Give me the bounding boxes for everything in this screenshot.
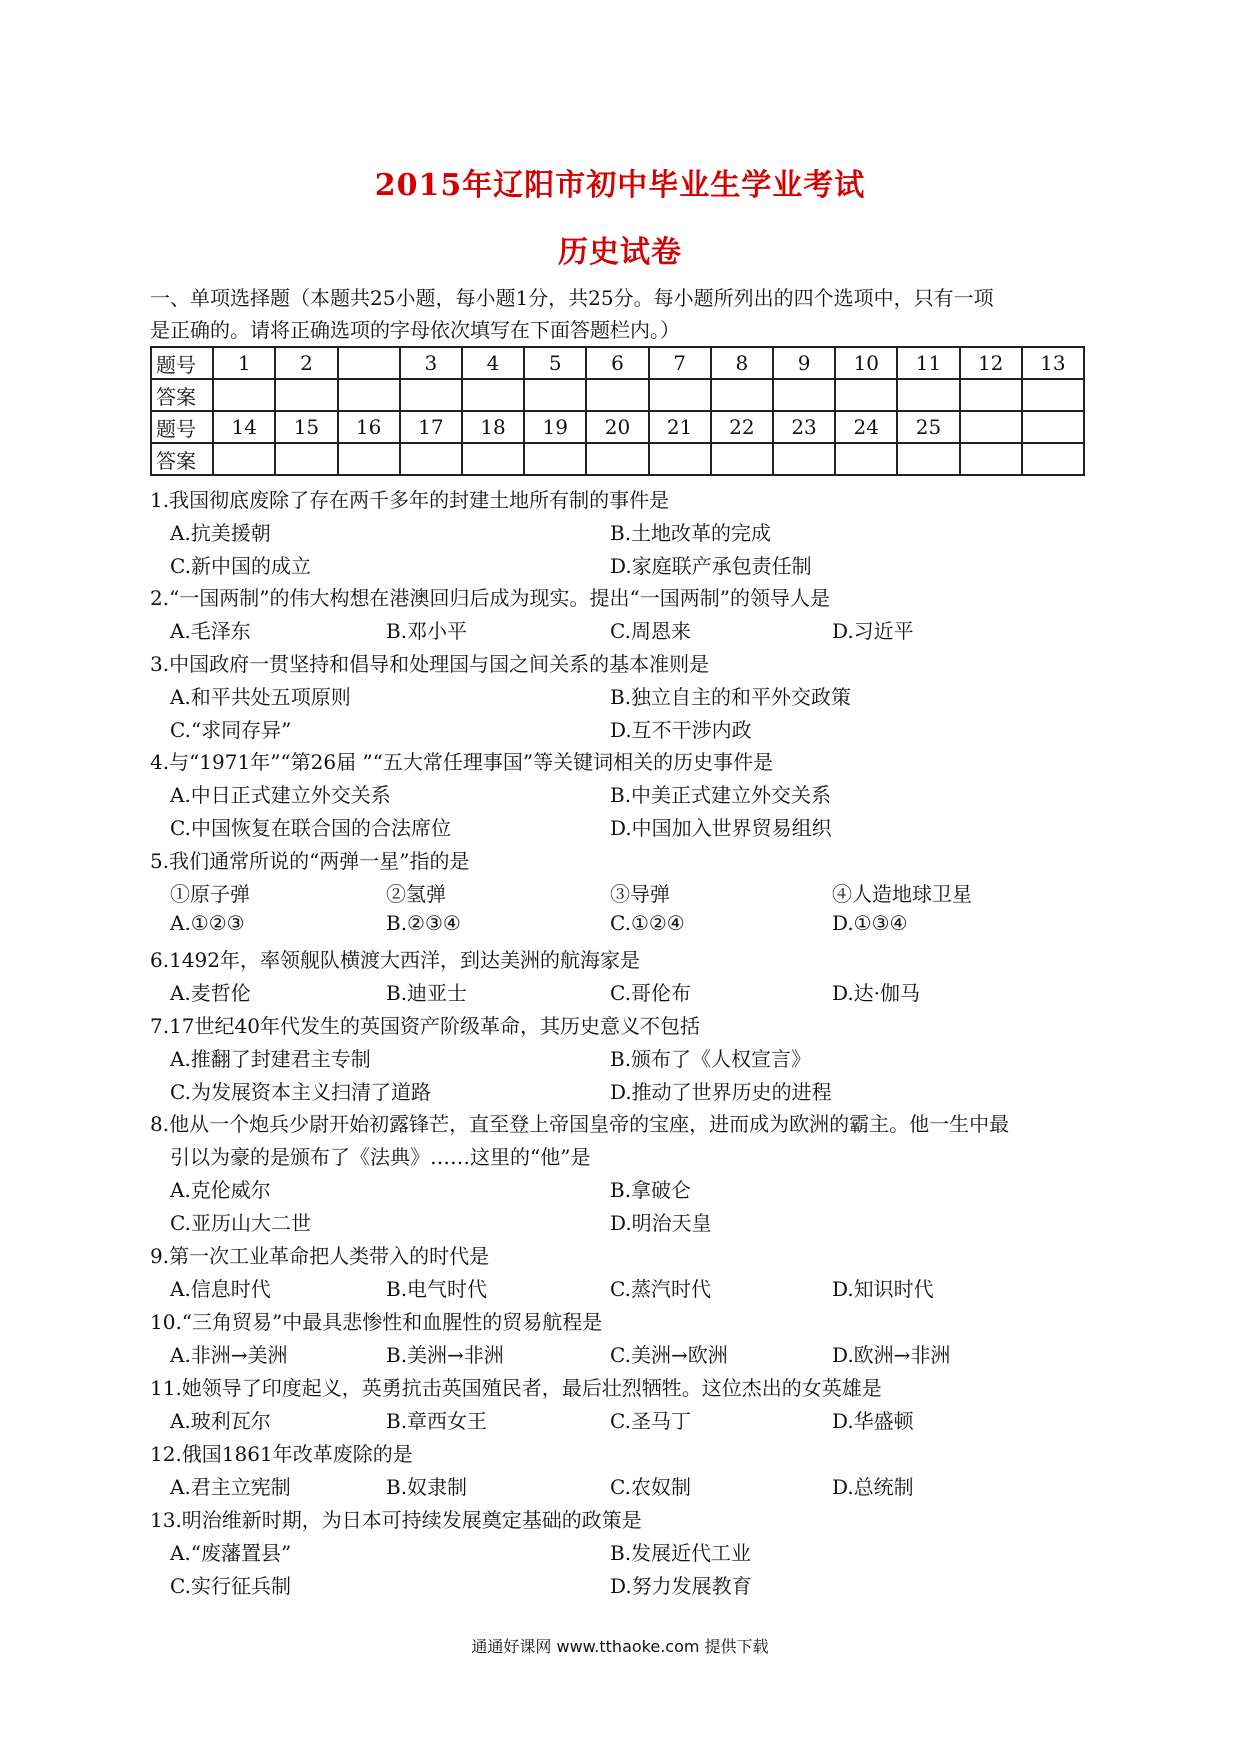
option-d[interactable]: D.知识时代 xyxy=(832,1277,934,1301)
answer-cell[interactable] xyxy=(1022,443,1084,475)
option-a[interactable]: A.麦哲伦 xyxy=(170,981,251,1005)
answer-cell[interactable] xyxy=(960,379,1022,411)
question-stem: 10.“三角贸易”中最具悲惨性和血腥性的贸易航程是 xyxy=(150,1310,603,1334)
answer-cell[interactable] xyxy=(338,443,400,475)
exam-title: 2015年辽阳市初中毕业生学业考试 xyxy=(374,168,866,203)
section-instructions xyxy=(150,282,1100,346)
answer-cell[interactable] xyxy=(462,379,524,411)
question-stem: 9.第一次工业革命把人类带入的时代是 xyxy=(150,1244,490,1268)
option-c[interactable]: C.圣马丁 xyxy=(610,1409,691,1433)
answer-cell[interactable] xyxy=(649,379,711,411)
number-cell: 9 xyxy=(773,347,835,379)
option-b[interactable]: B.奴隶制 xyxy=(386,1475,468,1499)
number-cell: 21 xyxy=(649,411,711,443)
answer-cell[interactable] xyxy=(524,443,586,475)
number-cell: 2 xyxy=(275,347,337,379)
number-cell: 6 xyxy=(586,347,648,379)
page-footer: 通通好课网 www.tthaoke.com 提供下载 xyxy=(471,1637,769,1656)
number-cell: 4 xyxy=(462,347,524,379)
number-cell: 23 xyxy=(773,411,835,443)
option-d[interactable]: D.努力发展教育 xyxy=(610,1574,752,1598)
answer-table xyxy=(150,346,1085,476)
answer-cell[interactable] xyxy=(1022,379,1084,411)
number-cell: 16 xyxy=(338,411,400,443)
number-cell: 11 xyxy=(897,347,959,379)
option-a[interactable]: A.“废藩置县” xyxy=(170,1541,292,1565)
answer-row xyxy=(151,379,1084,411)
option-d[interactable]: D.习近平 xyxy=(832,619,914,643)
instruction-line: 是正确的。请将正确选项的字母依次填写在下面答题栏内。） xyxy=(150,318,680,342)
question-stem: 1.我国彻底废除了存在两千多年的封建土地所有制的事件是 xyxy=(150,488,670,512)
item-3: ③导弹 xyxy=(610,882,670,906)
option-d[interactable]: D.推动了世界历史的进程 xyxy=(610,1080,832,1104)
option-c[interactable]: C.实行征兵制 xyxy=(170,1574,291,1598)
answer-cell[interactable] xyxy=(835,379,897,411)
option-a[interactable]: A.中日正式建立外交关系 xyxy=(170,783,391,807)
answer-cell[interactable] xyxy=(400,443,462,475)
answer-cell[interactable] xyxy=(338,379,400,411)
number-cell: 20 xyxy=(586,411,648,443)
item-1: ①原子弹 xyxy=(170,882,250,906)
number-cell: 13 xyxy=(1022,347,1084,379)
row-label: 题号 xyxy=(151,411,213,443)
option-b[interactable]: B.中美正式建立外交关系 xyxy=(610,783,832,807)
option-b[interactable]: B.颁布了《人权宣言》 xyxy=(610,1047,812,1071)
number-cell: 1 xyxy=(213,347,275,379)
answer-cell[interactable] xyxy=(275,443,337,475)
option-b[interactable]: B.迪亚士 xyxy=(386,981,468,1005)
question-stem: 11.她领导了印度起义，英勇抗击英国殖民者，最后壮烈牺牲。这位杰出的女英雄是 xyxy=(150,1376,882,1400)
number-cell: 22 xyxy=(711,411,773,443)
option-d[interactable]: D.华盛顿 xyxy=(832,1409,914,1433)
answer-cell[interactable] xyxy=(586,443,648,475)
number-cell: 14 xyxy=(213,411,275,443)
option-d[interactable]: D.互不干涉内政 xyxy=(610,718,752,742)
answer-cell[interactable] xyxy=(711,379,773,411)
number-cell: 7 xyxy=(649,347,711,379)
number-cell: 17 xyxy=(400,411,462,443)
instruction-line: 一、单项选择题（本题共25小题，每小题1分，共25分。每小题所列出的四个选项中，只有一项 xyxy=(150,286,994,310)
number-cell: 3 xyxy=(400,347,462,379)
answer-cell[interactable] xyxy=(213,443,275,475)
number-cell xyxy=(338,347,400,379)
number-cell: 10 xyxy=(835,347,897,379)
option-b[interactable]: B.邓小平 xyxy=(386,619,468,643)
number-cell: 24 xyxy=(835,411,897,443)
question-stem: 8.他从一个炮兵少尉开始初露锋芒，直至登上帝国皇帝的宝座，进而成为欧洲的霸主。他一生中最 xyxy=(150,1112,1010,1136)
option-d[interactable]: D.总统制 xyxy=(832,1475,914,1499)
answer-cell[interactable] xyxy=(773,379,835,411)
option-b[interactable]: B.②③④ xyxy=(386,911,461,935)
number-cell: 5 xyxy=(524,347,586,379)
option-d[interactable]: D.家庭联产承包责任制 xyxy=(610,554,812,578)
option-b[interactable]: B.土地改革的完成 xyxy=(610,521,772,545)
option-c[interactable]: C.美洲→欧洲 xyxy=(610,1343,728,1367)
option-d[interactable]: D.①③④ xyxy=(832,911,908,935)
question-stem: 13.明治维新时期，为日本可持续发展奠定基础的政策是 xyxy=(150,1508,642,1532)
answer-cell[interactable] xyxy=(773,443,835,475)
question-stem: 3.中国政府一贯坚持和倡导和处理国与国之间关系的基本准则是 xyxy=(150,652,710,676)
answer-cell[interactable] xyxy=(897,379,959,411)
option-b[interactable]: B.独立自主的和平外交政策 xyxy=(610,685,852,709)
question-number-row xyxy=(151,411,1084,443)
number-cell xyxy=(960,411,1022,443)
question-stem: 2.“一国两制”的伟大构想在港澳回归后成为现实。提出“一国两制”的领导人是 xyxy=(150,586,830,610)
option-a[interactable]: A.毛泽东 xyxy=(170,619,251,643)
answer-cell[interactable] xyxy=(213,379,275,411)
option-c[interactable]: C.“求同存异” xyxy=(170,718,292,742)
option-b[interactable]: B.美洲→非洲 xyxy=(386,1343,504,1367)
answer-cell[interactable] xyxy=(400,379,462,411)
answer-cell[interactable] xyxy=(835,443,897,475)
number-cell: 8 xyxy=(711,347,773,379)
question-stem: 7.17世纪40年代发生的英国资产阶级革命，其历史意义不包括 xyxy=(150,1014,700,1038)
question-stem: 4.与“1971年”“第26届 ”“五大常任理事国”等关键词相关的历史事件是 xyxy=(150,750,774,774)
option-d[interactable]: D.中国加入世界贸易组织 xyxy=(610,816,832,840)
number-cell: 25 xyxy=(897,411,959,443)
option-b[interactable]: B.发展近代工业 xyxy=(610,1541,752,1565)
option-c[interactable]: C.新中国的成立 xyxy=(170,554,311,578)
exam-subtitle: 历史试卷 xyxy=(558,235,682,270)
answer-cell[interactable] xyxy=(711,443,773,475)
question-stem: 6.1492年，率领舰队横渡大西洋，到达美洲的航海家是 xyxy=(150,948,640,972)
option-c[interactable]: C.亚历山大二世 xyxy=(170,1211,311,1235)
answer-row xyxy=(151,443,1084,475)
option-c[interactable]: C.农奴制 xyxy=(610,1475,691,1499)
option-c[interactable]: C.蒸汽时代 xyxy=(610,1277,711,1301)
question-stem-continued: 引以为豪的是颁布了《法典》……这里的“他”是 xyxy=(170,1145,591,1169)
question-stem: 5.我们通常所说的“两弹一星”指的是 xyxy=(150,849,470,873)
option-a[interactable]: A.君主立宪制 xyxy=(170,1475,291,1499)
answer-cell[interactable] xyxy=(462,443,524,475)
question-stem: 12.俄国1861年改革废除的是 xyxy=(150,1442,413,1466)
option-b[interactable]: B.章西女王 xyxy=(386,1409,488,1433)
option-a[interactable]: A.和平共处五项原则 xyxy=(170,685,351,709)
option-c[interactable]: C.①②④ xyxy=(610,911,685,935)
number-cell: 15 xyxy=(275,411,337,443)
item-4: ④人造地球卫星 xyxy=(832,882,972,906)
answer-cell[interactable] xyxy=(524,379,586,411)
option-c[interactable]: C.周恩来 xyxy=(610,619,691,643)
answer-cell[interactable] xyxy=(649,443,711,475)
option-c[interactable]: C.哥伦布 xyxy=(610,981,691,1005)
option-c[interactable]: C.中国恢复在联合国的合法席位 xyxy=(170,816,451,840)
number-cell: 19 xyxy=(524,411,586,443)
option-d[interactable]: D.欧洲→非洲 xyxy=(832,1343,951,1367)
option-a[interactable]: A.克伦威尔 xyxy=(170,1178,271,1202)
number-cell xyxy=(1022,411,1084,443)
option-c[interactable]: C.为发展资本主义扫清了道路 xyxy=(170,1080,431,1104)
row-label: 答案 xyxy=(151,443,213,475)
option-a[interactable]: A.①②③ xyxy=(170,911,245,935)
answer-cell[interactable] xyxy=(275,379,337,411)
row-label: 答案 xyxy=(151,379,213,411)
option-a[interactable]: A.抗美援朝 xyxy=(170,521,271,545)
answer-cell[interactable] xyxy=(586,379,648,411)
option-a[interactable]: A.推翻了封建君主专制 xyxy=(170,1047,371,1071)
option-a[interactable]: A.非洲→美洲 xyxy=(170,1343,288,1367)
option-d[interactable]: D.明治天皇 xyxy=(610,1211,712,1235)
option-d[interactable]: D.达·伽马 xyxy=(832,981,921,1005)
answer-cell[interactable] xyxy=(960,443,1022,475)
option-b[interactable]: B.拿破仑 xyxy=(610,1178,692,1202)
option-a[interactable]: A.信息时代 xyxy=(170,1277,271,1301)
question-number-row xyxy=(151,347,1084,379)
option-b[interactable]: B.电气时代 xyxy=(386,1277,488,1301)
row-label: 题号 xyxy=(151,347,213,379)
answer-cell[interactable] xyxy=(897,443,959,475)
number-cell: 12 xyxy=(960,347,1022,379)
number-cell: 18 xyxy=(462,411,524,443)
option-a[interactable]: A.玻利瓦尔 xyxy=(170,1409,271,1433)
item-2: ②氢弹 xyxy=(386,882,446,906)
